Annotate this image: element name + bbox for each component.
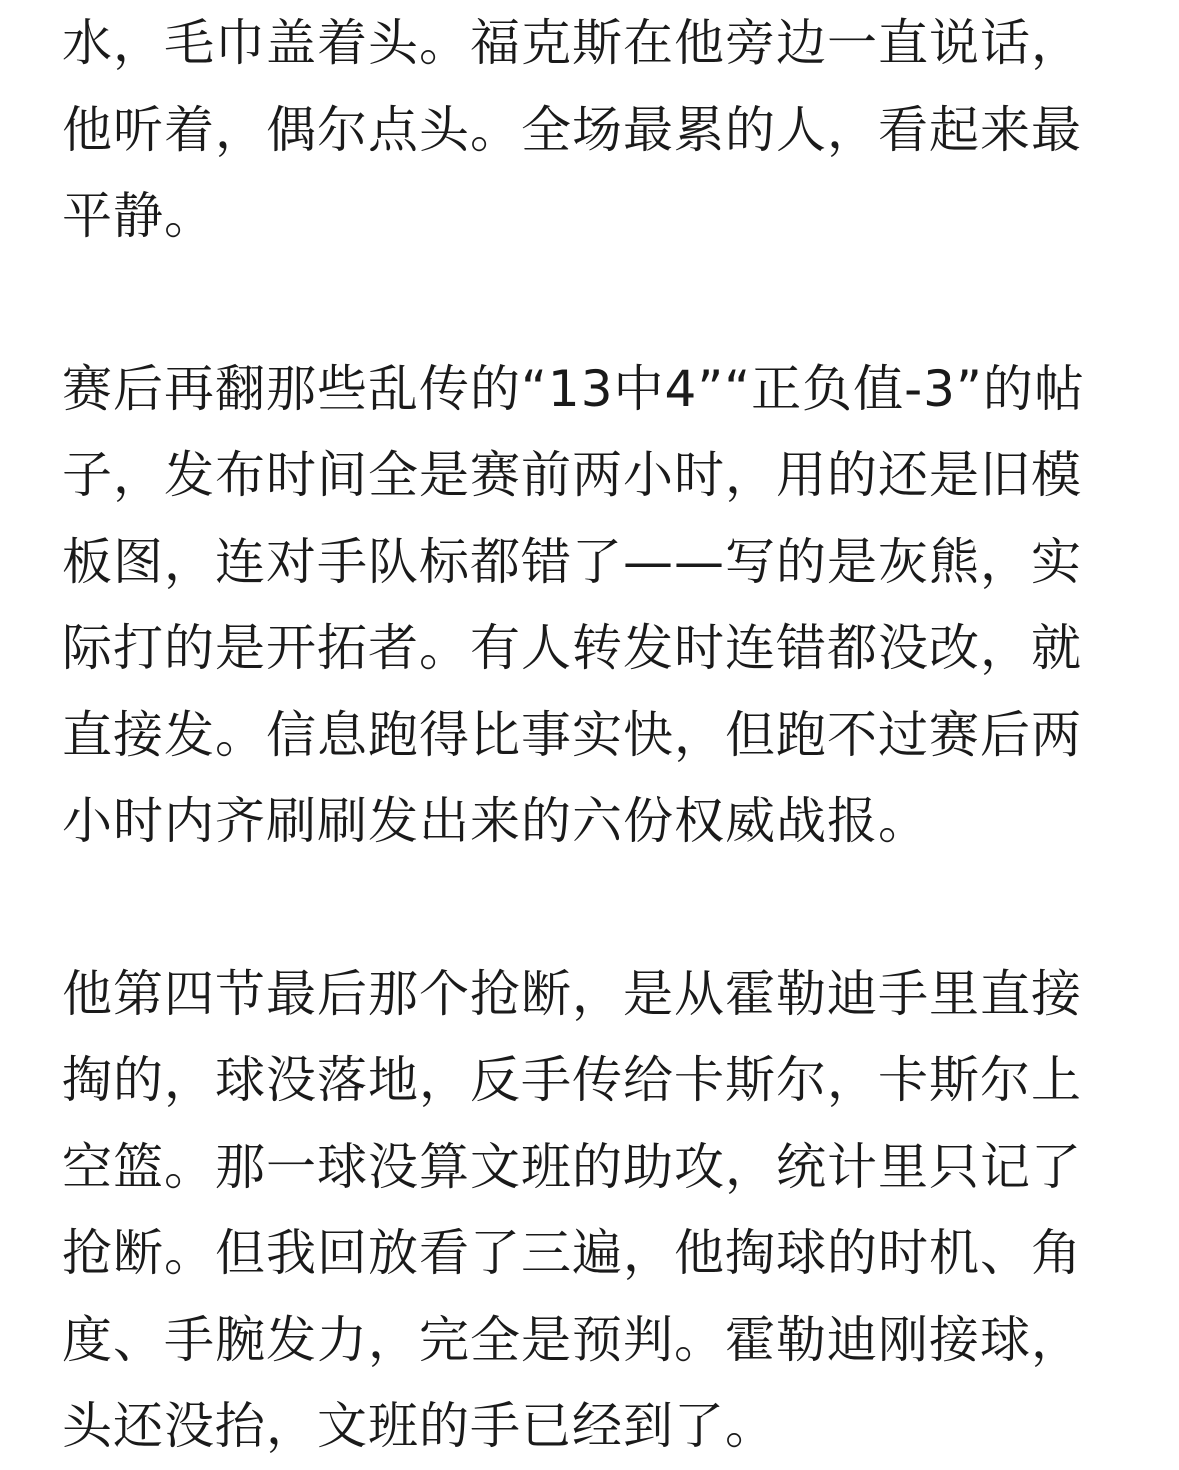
paragraph-2: [62, 346, 1120, 865]
text-line: 小时内齐刷刷发出来的六份权威战报。: [62, 792, 929, 850]
paragraph-1: [62, 0, 1120, 260]
paragraph-3: [62, 951, 1120, 1470]
text-line: 头还没抬，文班的手已经到了。: [62, 1397, 776, 1455]
text-line: 子，发布时间全是赛前两小时，用的还是旧模: [62, 446, 1082, 504]
article-body: [62, 0, 1120, 1470]
text-line: 抢断。但我回放看了三遍，他掏球的时机、角: [62, 1224, 1082, 1282]
text-line: 掏的，球没落地，反手传给卡斯尔，卡斯尔上: [62, 1051, 1082, 1109]
text-line: 赛后再翻那些乱传的“13中4”“正负值-3”的帖: [62, 359, 1085, 418]
text-line: 际打的是开拓者。有人转发时连错都没改，就: [62, 619, 1082, 677]
text-line: 度、手腕发力，完全是预判。霍勒迪刚接球，: [62, 1310, 1082, 1369]
text-line: 直接发。信息跑得比事实快，但跑不过赛后两: [62, 705, 1082, 764]
text-line: 水，毛巾盖着头。福克斯在他旁边一直说话，: [62, 14, 1082, 72]
paragraph-spacer: [62, 260, 1120, 346]
text-line: 他听着，偶尔点头。全场最累的人，看起来最: [62, 100, 1082, 159]
text-line: 板图，连对手队标都错了——写的是灰熊，实: [62, 532, 1082, 591]
text-line: 他第四节最后那个抢断，是从霍勒迪手里直接: [62, 964, 1082, 1023]
text-line: 空篮。那一球没算文班的助攻，统计里只记了: [62, 1137, 1082, 1196]
paragraph-spacer: [62, 865, 1120, 951]
text-line: 平静。: [62, 187, 215, 245]
